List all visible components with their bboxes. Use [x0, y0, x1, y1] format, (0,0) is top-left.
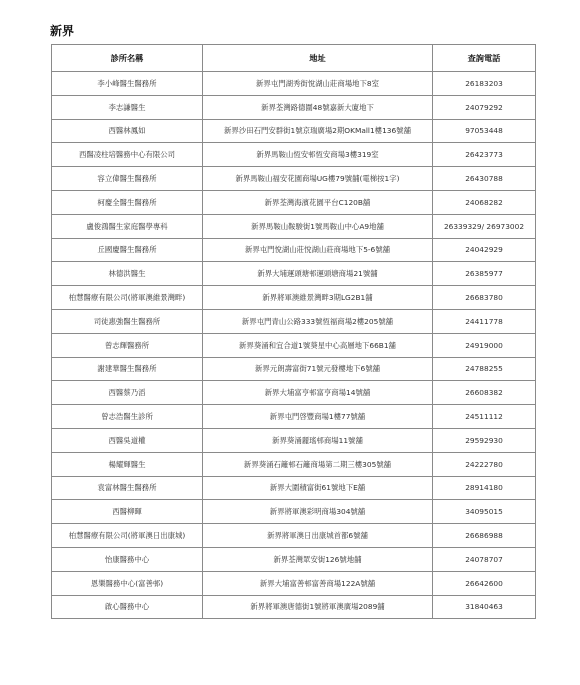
clinic-name-cell: 林德洪醫生	[52, 262, 203, 286]
table-row	[52, 72, 536, 96]
phone-cell: 29592930	[433, 428, 536, 452]
phone-cell: 26423773	[433, 143, 536, 167]
address-cell: 新界馬鞍山鞍駿街1號馬鞍山中心A9地舖	[203, 214, 433, 238]
address-cell: 新界屯門啓豐商場1樓77號舖	[203, 405, 433, 429]
address-cell: 新界大埔富亨邨富亨商場14號舖	[203, 381, 433, 405]
table-row	[52, 143, 536, 167]
phone-cell: 26608382	[433, 381, 536, 405]
clinic-name-cell: 怡康醫務中心	[52, 547, 203, 571]
address-cell: 新界葵涌石籬邨石籬商場第二期三樓305號舖	[203, 452, 433, 476]
clinic-name-cell: 恩樂醫務中心(富善邨)	[52, 571, 203, 595]
clinic-name-cell: 曾志浩醫生診所	[52, 405, 203, 429]
address-cell: 新界荃灣路德圍48號嘉新大廈地下	[203, 95, 433, 119]
table-row	[52, 286, 536, 310]
address-cell: 新界馬鞍山福安花園商場UG樓79號舖(電梯按1字)	[203, 167, 433, 191]
phone-cell: 24068282	[433, 190, 536, 214]
phone-cell: 26683780	[433, 286, 536, 310]
table-row	[52, 190, 536, 214]
clinic-name-cell: 丘國慶醫生醫務所	[52, 238, 203, 262]
clinic-name-cell: 西醫凌柱培醫務中心有限公司	[52, 143, 203, 167]
clinic-name-cell: 西醫吳道權	[52, 428, 203, 452]
clinic-name-cell: 盧俊鴻醫生家庭醫學專科	[52, 214, 203, 238]
phone-cell: 26686988	[433, 524, 536, 548]
table-row	[52, 595, 536, 619]
table-row	[52, 167, 536, 191]
phone-cell: 24919000	[433, 333, 536, 357]
clinic-name-cell: 袁富林醫生醫務所	[52, 476, 203, 500]
address-cell: 新界沙田石門安群街1號京瑞廣場2期OKMall1樓136號舖	[203, 119, 433, 143]
address-cell: 新界將軍澳唐德街1號將軍澳廣場2089舖	[203, 595, 433, 619]
table-row	[52, 405, 536, 429]
table-row	[52, 333, 536, 357]
table-row	[52, 381, 536, 405]
phone-cell: 24079292	[433, 95, 536, 119]
address-cell: 新界屯門湖秀街悅湖山莊商場地下8室	[203, 72, 433, 96]
address-cell: 新界荃灣眾安街126號地舖	[203, 547, 433, 571]
table-row	[52, 95, 536, 119]
table-row	[52, 452, 536, 476]
phone-cell: 28914180	[433, 476, 536, 500]
clinic-name-cell: 柯慶全醫生醫務所	[52, 190, 203, 214]
address-cell: 新界屯門青山公路333號恆福商場2樓205號舖	[203, 309, 433, 333]
address-cell: 新界將軍澳維景灣畔3期LG2B1舖	[203, 286, 433, 310]
table-row	[52, 571, 536, 595]
clinic-name-cell: 啟心醫務中心	[52, 595, 203, 619]
clinic-name-cell: 西醫蔡乃滔	[52, 381, 203, 405]
clinic-name-cell: 謝建華醫生醫務所	[52, 357, 203, 381]
section-title: 新界	[50, 24, 75, 38]
address-cell: 新界大埔富善邨富善商場122A號舖	[203, 571, 433, 595]
clinic-name-cell: 柏慧醫療有限公司(將軍澳維景灣畔)	[52, 286, 203, 310]
table-row	[52, 500, 536, 524]
address-cell: 新界葵涌麗瑤邨商場11號舖	[203, 428, 433, 452]
table-row	[52, 524, 536, 548]
phone-cell: 24411778	[433, 309, 536, 333]
phone-cell: 24222780	[433, 452, 536, 476]
clinic-name-cell: 楊耀輝醫生	[52, 452, 203, 476]
clinic-name-cell: 司徒惠強醫生醫務所	[52, 309, 203, 333]
table-header-row	[52, 45, 536, 72]
phone-cell: 26183203	[433, 72, 536, 96]
address-cell: 新界大圍積富街61號地下E舖	[203, 476, 433, 500]
address-cell: 新界屯門悅湖山莊悅湖山莊商場地下5-6號舖	[203, 238, 433, 262]
header-clinic-name: 診所名稱	[52, 45, 203, 72]
address-cell: 新界將軍澳彩明商場304號舖	[203, 500, 433, 524]
phone-cell: 26430788	[433, 167, 536, 191]
table-row	[52, 214, 536, 238]
address-cell: 新界馬鞍山恆安邨恆安商場3樓319室	[203, 143, 433, 167]
address-cell: 新界葵涌和宜合道1號葵星中心高層地下66B1舖	[203, 333, 433, 357]
clinic-name-cell: 容立偉醫生醫務所	[52, 167, 203, 191]
phone-cell: 97053448	[433, 119, 536, 143]
header-phone: 查詢電話	[433, 45, 536, 72]
header-address: 地址	[203, 45, 433, 72]
phone-cell: 26339329/ 26973002	[433, 214, 536, 238]
phone-cell: 24788255	[433, 357, 536, 381]
table-row	[52, 357, 536, 381]
phone-cell: 26642600	[433, 571, 536, 595]
address-cell: 新界元朗壽富街71號元發樓地下6號舖	[203, 357, 433, 381]
phone-cell: 26385977	[433, 262, 536, 286]
phone-cell: 24042929	[433, 238, 536, 262]
address-cell: 新界將軍澳日出康城首都6號舖	[203, 524, 433, 548]
clinic-table	[51, 44, 536, 619]
table-row	[52, 238, 536, 262]
table-row	[52, 476, 536, 500]
phone-cell: 34095015	[433, 500, 536, 524]
table-row	[52, 547, 536, 571]
clinic-name-cell: 李志謙醫生	[52, 95, 203, 119]
table-row	[52, 428, 536, 452]
clinic-name-cell: 西醫柳暉	[52, 500, 203, 524]
phone-cell: 24078707	[433, 547, 536, 571]
address-cell: 新界荃灣海濱花園平台C120B舖	[203, 190, 433, 214]
clinic-name-cell: 西醫林鳳如	[52, 119, 203, 143]
phone-cell: 24511112	[433, 405, 536, 429]
address-cell: 新界大埔運頭塘邨運頭塘商場21號舖	[203, 262, 433, 286]
table-row	[52, 309, 536, 333]
table-row	[52, 119, 536, 143]
clinic-name-cell: 柏慧醫療有限公司(將軍澳日出康城)	[52, 524, 203, 548]
clinic-name-cell: 曾志輝醫務所	[52, 333, 203, 357]
phone-cell: 31840463	[433, 595, 536, 619]
clinic-name-cell: 李小峰醫生醫務所	[52, 72, 203, 96]
table-row	[52, 262, 536, 286]
